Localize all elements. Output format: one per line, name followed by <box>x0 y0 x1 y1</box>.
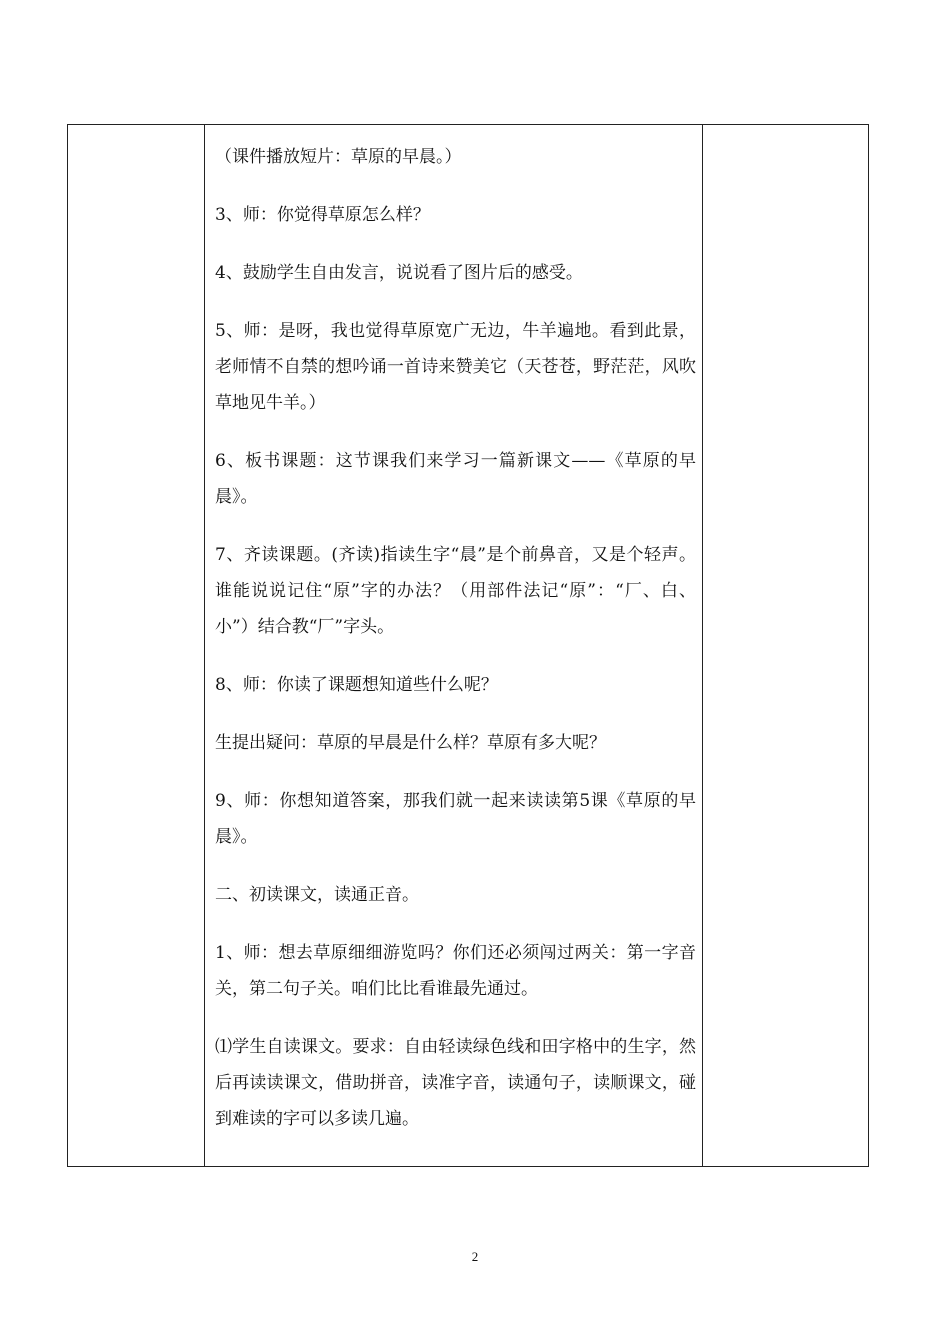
paragraph: 1、师：想去草原细细游览吗？你们还必须闯过两关：第一字音关，第二句子关。咱们比比看谁最先通过。 <box>215 943 696 999</box>
left-column-cell <box>68 125 205 1167</box>
paragraph: 8、师：你读了课题想知道些什么呢？ <box>215 675 498 695</box>
table-row <box>68 125 869 1167</box>
right-column-cell <box>703 125 869 1167</box>
page-number: 2 <box>471 1249 479 1264</box>
paragraph: 生提出疑问：草原的早晨是什么样？草原有多大呢？ <box>215 733 606 753</box>
paragraph: 9、师：你想知道答案，那我们就一起来读读第5课《草原的早晨》。 <box>215 791 696 847</box>
paragraph: ⑴学生自读课文。要求：自由轻读绿色线和田字格中的生字，然后再读读课文，借助拼音，读准字音，读通句子，读顺课文，碰到难读的字可以多读几遍。 <box>215 1037 696 1129</box>
lesson-content <box>205 125 702 1137</box>
lesson-plan-table <box>67 124 869 1167</box>
paragraph: 3、师：你觉得草原怎么样？ <box>215 205 430 225</box>
paragraph: 4、鼓励学生自由发言，说说看了图片后的感受。 <box>215 263 583 283</box>
section-heading: 二、初读课文，读通正音。 <box>215 885 419 905</box>
paragraph: 7、齐读课题。(齐读)指读生字“晨”是个前鼻音，又是个轻声。谁能说说记住“原”字的办法？（用部件法记“原”：“厂、白、小”）结合教“厂”字头。 <box>215 545 696 637</box>
paragraph: （课件播放短片：草原的早晨。） <box>215 147 462 167</box>
content-column-cell <box>205 125 703 1167</box>
paragraph: 6、板书课题：这节课我们来学习一篇新课文——《草原的早晨》。 <box>215 451 696 507</box>
paragraph: 5、师：是呀，我也觉得草原宽广无边，牛羊遍地。看到此景，老师情不自禁的想吟诵一首诗来赞美它（天苍苍，野茫茫，风吹草地见牛羊。） <box>215 321 696 413</box>
